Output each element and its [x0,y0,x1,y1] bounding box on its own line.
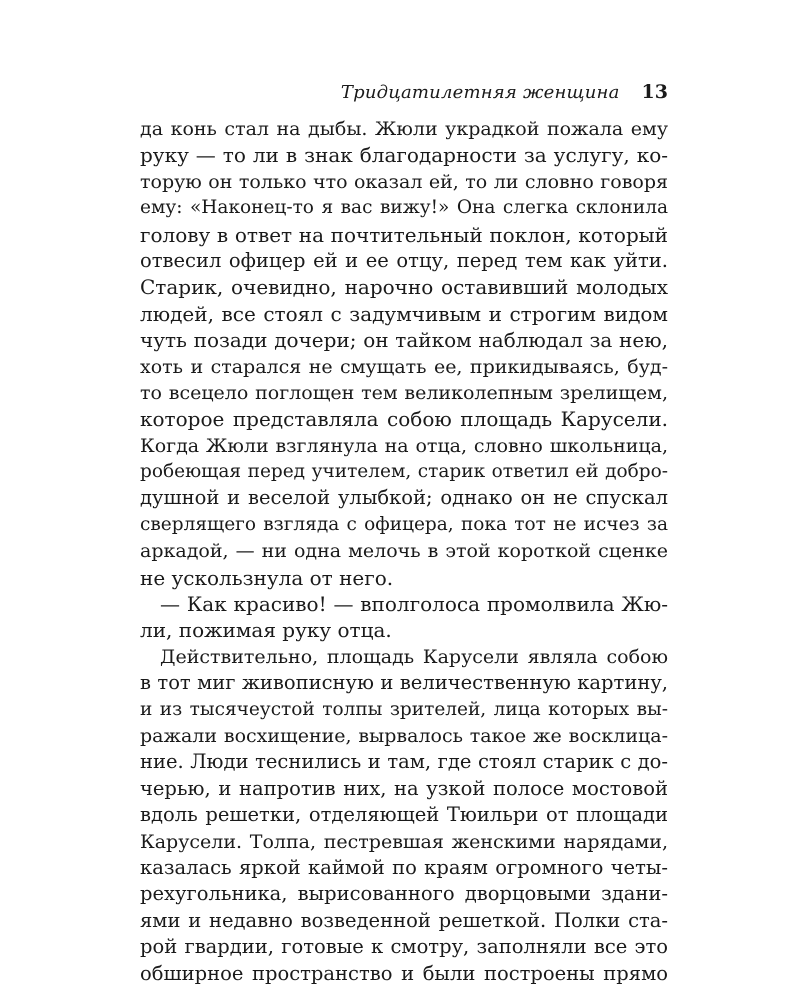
text-line: робеющая перед учителем, старик ответил ей добро- [140,461,668,483]
text-line: Карусели. Толпа, пестревшая женскими нарядами, [140,830,668,853]
text-line: ражали восхищение, вырвалось такое же восклица- [140,724,668,747]
text-line: да конь стал на дыбы. Жюли украдкой пожала ему [140,118,668,140]
text-line: чуть позади дочери; он тайком наблюдал за нею, [140,328,668,353]
running-title: Тридцатилетняя женщина [340,82,620,103]
text-line: Действительно, площадь Карусели являла собою [160,645,668,668]
text-line: ние. Люди теснились и там, где стоял старик с до- [140,750,668,774]
text-line: рехугольника, вырисованного дворцовыми здани- [140,882,668,906]
text-line: сверлящего взгляда с офицера, пока тот не исчез за [140,513,668,535]
body-text [140,116,668,987]
text-line: голову в ответ на почтительный поклон, который [140,222,668,247]
text-line: в тот миг живописную и величественную картину, [140,671,668,695]
text-line: черью, и напротив них, на узкой полосе мостовой [140,776,668,800]
text-line: ему: «Наконец-то я вас вижу!» Она слегка склонила [140,197,668,219]
text-line: рой гвардии, готовые к смотру, заполняли все это [140,935,668,959]
text-line: Старик, очевидно, нарочно оставивший молодых [140,275,668,300]
text-line: обширное пространство и были построены прямо [140,961,668,985]
text-line: то всецело поглощен тем великолепным зрелищем, [140,381,668,404]
text-line: ли, пожимая руку отца. [140,618,392,643]
page-number: 13 [641,81,668,103]
running-header [140,78,668,106]
text-line: аркадой, — ни одна мелочь в этой короткой сценке [140,540,668,563]
text-line: хоть и старался не смущать ее, прикидываясь, буд- [140,355,668,378]
text-line: не ускользнула от него. [140,565,394,590]
text-line: ями и недавно возведенной решеткой. Полки ста- [140,908,668,932]
text-line: людей, все стоял с задумчивым и строгим видом [140,301,668,326]
text-line: казалась яркой каймой по краям огромного четы- [140,855,668,879]
text-line: Когда Жюли взглянула на отца, словно школьница, [140,434,668,457]
text-line: — Как красиво! — вполголоса промолвила Жю- [160,592,668,617]
text-line: отвесил офицер ей и ее отцу, перед тем как уйти. [140,248,668,272]
text-line: душной и веселой улыбкой; однако он не спускал [140,486,668,510]
text-line: которое представляла собою площадь Карусели. [140,407,668,432]
text-line: руку — то ли в знак благодарности за услугу, ко- [140,143,668,168]
text-line: торую он только что оказал ей, то ли словно говоря [140,170,668,193]
text-line: вдоль решетки, отделяющей Тюильри от площади [140,803,668,827]
text-line: и из тысячеустой толпы зрителей, лица которых вы- [140,698,668,720]
